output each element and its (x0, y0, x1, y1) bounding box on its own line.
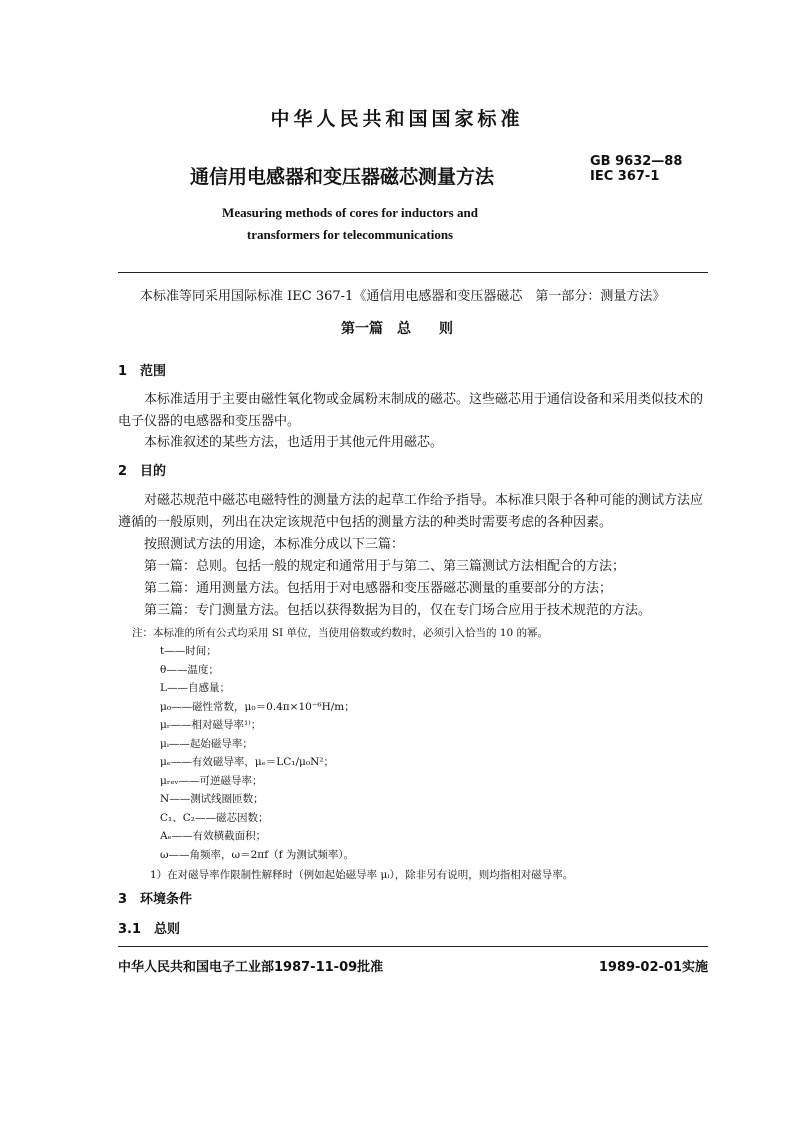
si-unit-note: 注：本标准的所有公式均采用 SI 单位，当使用倍数或约数时，必须引入恰当的 10 的幂。 (132, 627, 549, 639)
standard-number-block (590, 154, 682, 184)
english-title-line1: Measuring methods of cores for inductors and (222, 205, 478, 220)
national-standard-header: 中华人民共和国国家标准 (270, 108, 524, 130)
section-2-paragraph-1: 对磁芯规范中磁芯电磁特性的测量方法的起草工作给予指导。本标准只限于各种可能的测试方法应遵循的一般原则，列出在决定该规范中包括的测量方法的种类时需要考虑的各种因素。 (118, 493, 704, 530)
adoption-statement: 本标准等同采用国际标准 IEC 367-1《通信用电感器和变压器磁芯 第一部分：测量方法》 (140, 289, 666, 304)
gb-number: GB 9632—88 (590, 154, 683, 169)
symbol-item: μᵣ——相对磁导率¹⁾； (160, 719, 262, 731)
section-1-title: 1 范围 (118, 364, 167, 379)
symbol-item: L——自感量； (160, 682, 230, 694)
english-title (0, 202, 700, 246)
section-2-part-1: 第一篇：总则。包括一般的规定和通常用于与第二、第三篇测试方法相配合的方法； (144, 559, 626, 574)
section-3-1-title: 3.1 总则 (118, 922, 181, 937)
symbol-item: C₁、C₂——磁芯因数； (160, 811, 269, 824)
iec-number: IEC 367-1 (590, 169, 660, 184)
symbol-item: N——测试线圈匝数； (160, 793, 264, 805)
section-1-paragraph-1: 本标准适用于主要由磁性氧化物或金属粉末制成的磁芯。这些磁芯用于通信设备和采用类似技术的电子仪器的电感器和变压器中。 (118, 392, 704, 429)
symbol-item: θ——温度； (160, 663, 219, 676)
part-title: 第一篇 总 则 (341, 321, 453, 337)
header-divider (118, 272, 708, 273)
section-2-title: 2 目的 (118, 464, 167, 479)
effective-date: 1989-02-01实施 (598, 960, 708, 975)
footer-divider (118, 946, 708, 947)
symbol-item: μ₀——磁性常数，μ₀＝0.4π×10⁻⁶H/m； (160, 700, 355, 713)
symbol-item: μₑ——有效磁导率，μₑ＝LC₁/μ₀N²； (160, 756, 334, 768)
symbol-item: μᵣₑᵥ——可逆磁导率； (160, 774, 263, 787)
approval-date: 中华人民共和国电子工业部1987-11-09批准 (118, 960, 384, 975)
section-2-paragraph-2: 按照测试方法的用途，本标准分成以下三篇： (144, 537, 405, 552)
section-1-paragraph-2: 本标准叙述的某些方法，也适用于其他元件用磁芯。 (144, 435, 444, 450)
section-3-title: 3 环境条件 (118, 892, 193, 907)
english-title-line2: transformers for telecommunications (246, 227, 454, 242)
symbol-list (160, 642, 355, 864)
symbol-item: Aₑ——有效横截面积； (160, 830, 267, 842)
section-2-part-2: 第二篇：通用测量方法。包括用于对电感器和变压器磁芯测量的重要部分的方法； (144, 581, 613, 596)
footer (118, 956, 708, 975)
symbol-item: ω——角频率，ω＝2πf（f 为测试频率）。 (160, 848, 355, 861)
symbol-item: μᵢ——起始磁导率； (160, 737, 253, 750)
document-title: 通信用电感器和变压器磁芯测量方法 (190, 166, 495, 188)
footnote: 1）在对磁导率作限制性解释时（例如起始磁导率 μᵢ），除非另有说明，则均指相对磁导率。 (150, 869, 574, 881)
symbol-item: t——时间； (160, 645, 217, 657)
section-2-part-3: 第三篇：专门测量方法。包括以获得数据为目的，仅在专门场合应用于技术规范的方法。 (144, 603, 652, 618)
